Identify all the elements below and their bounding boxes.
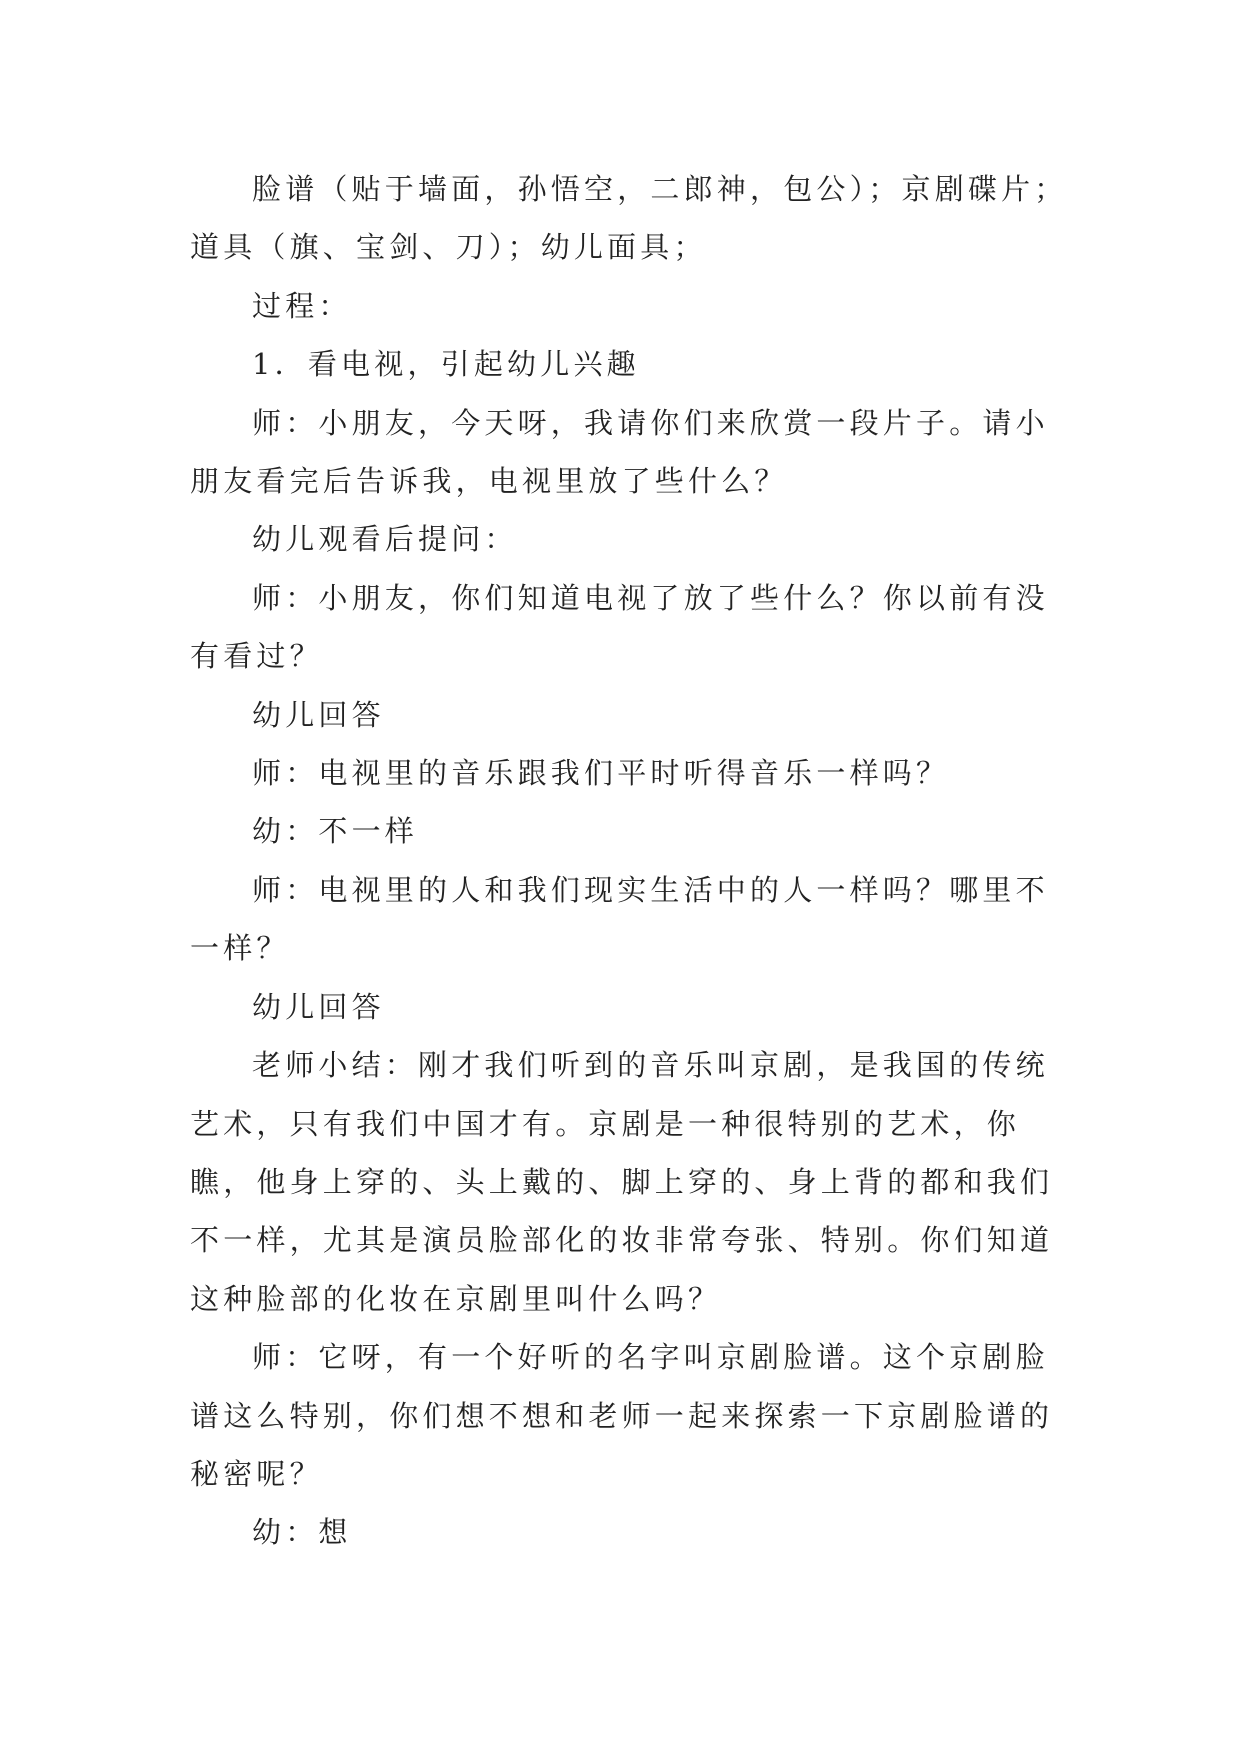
paragraph-materials: 脸谱（贴于墙面，孙悟空，二郎神，包公）；京剧碟片；道具（旗、宝剑、刀）；幼儿面具； xyxy=(190,172,1068,265)
paragraph-teacher-1: 师：小朋友，今天呀，我请你们来欣赏一段片子。请小朋友看完后告诉我，电视里放了些什么？ xyxy=(190,405,1049,499)
paragraph-child-reply-2: 幼：想 xyxy=(252,1515,352,1550)
paragraph-step-1: 1．看电视，引起幼儿兴趣 xyxy=(252,347,640,382)
paragraph-child-answer-2: 幼儿回答 xyxy=(252,989,385,1024)
paragraph-process-heading: 过程： xyxy=(252,288,352,323)
paragraph-teacher-3: 师：电视里的音乐跟我们平时听得音乐一样吗？ xyxy=(252,756,950,791)
paragraph-teacher-4: 师：电视里的人和我们现实生活中的人一样吗？哪里不一样？ xyxy=(190,872,1049,966)
paragraph-teacher-summary: 老师小结：刚才我们听到的音乐叫京剧，是我国的传统艺术，只有我们中国才有。京剧是一种很特别的艺术，你瞧，他身上穿的、头上戴的、脚上穿的、身上背的都和我们不一样，尤其是演员脸部化的妆非常夸张、特别。你们知道这种脸部的化妆在京剧里叫什么吗？ xyxy=(190,1048,1054,1316)
paragraph-teacher-2: 师：小朋友，你们知道电视了放了些什么？你以前有没有看过？ xyxy=(190,580,1049,674)
document-body xyxy=(190,160,1070,1562)
paragraph-question-prompt: 幼儿观看后提问： xyxy=(252,522,518,557)
paragraph-child-reply-1: 幼：不一样 xyxy=(252,814,419,849)
paragraph-teacher-5: 师：它呀，有一个好听的名字叫京剧脸谱。这个京剧脸谱这么特别，你们想不想和老师一起来探索一下京剧脸谱的秘密呢？ xyxy=(190,1340,1054,1491)
paragraph-child-answer-1: 幼儿回答 xyxy=(252,697,385,732)
